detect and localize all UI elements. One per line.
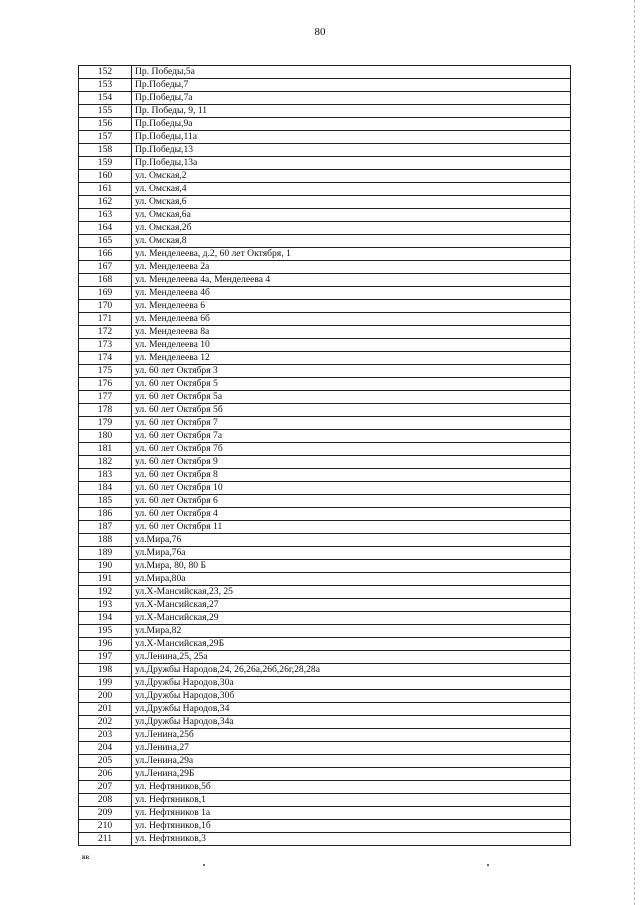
row-number: 204: [79, 742, 132, 755]
address-table: [78, 65, 571, 846]
row-address: ул. 60 лет Октября 9: [132, 456, 571, 469]
row-number: 198: [79, 664, 132, 677]
row-address: ул.Ленина,27: [132, 742, 571, 755]
table-row: [79, 833, 571, 846]
row-number: 181: [79, 443, 132, 456]
row-address: Пр. Победы,5а: [132, 66, 571, 79]
row-address: ул. 60 лет Октября 5а: [132, 391, 571, 404]
table-row: [79, 716, 571, 729]
row-number: 156: [79, 118, 132, 131]
row-number: 172: [79, 326, 132, 339]
row-number: 175: [79, 365, 132, 378]
table-row: [79, 274, 571, 287]
row-address: ул.Мира,82: [132, 625, 571, 638]
row-address: ул.Ленина,25, 25а: [132, 651, 571, 664]
row-number: 161: [79, 183, 132, 196]
table-row: [79, 625, 571, 638]
scan-speck: [487, 864, 489, 866]
row-number: 163: [79, 209, 132, 222]
row-address: ул. Омская,8: [132, 235, 571, 248]
row-number: 170: [79, 300, 132, 313]
row-address: ул. 60 лет Октября 7б: [132, 443, 571, 456]
row-address: Пр.Победы,9а: [132, 118, 571, 131]
row-address: ул. Менделеева 6б: [132, 313, 571, 326]
row-address: ул. Менделеева 10: [132, 339, 571, 352]
row-address: ул.Ленина,25б: [132, 729, 571, 742]
row-address: Пр.Победы,7а: [132, 92, 571, 105]
row-number: 155: [79, 105, 132, 118]
table-row: [79, 105, 571, 118]
table-row: [79, 807, 571, 820]
row-address: ул.Дружбы Народов,24, 26,26а,26б,26г,28,28а: [132, 664, 571, 677]
table-row: [79, 560, 571, 573]
table-row: [79, 339, 571, 352]
row-number: 158: [79, 144, 132, 157]
row-number: 191: [79, 573, 132, 586]
row-number: 153: [79, 79, 132, 92]
table-row: [79, 664, 571, 677]
row-number: 157: [79, 131, 132, 144]
row-number: 202: [79, 716, 132, 729]
row-address: Пр.Победы,7: [132, 79, 571, 92]
table-row: [79, 612, 571, 625]
row-address: ул. Менделеева 12: [132, 352, 571, 365]
row-address: ул.Дружбы Народов,30б: [132, 690, 571, 703]
row-number: 185: [79, 495, 132, 508]
row-number: 168: [79, 274, 132, 287]
table-row: [79, 521, 571, 534]
table-row: [79, 586, 571, 599]
row-address: ул. 60 лет Октября 10: [132, 482, 571, 495]
row-address: ул. Омская,2: [132, 170, 571, 183]
table-row: [79, 118, 571, 131]
row-address: ул. Менделеева 2а: [132, 261, 571, 274]
row-number: 194: [79, 612, 132, 625]
row-address: ул.Мира, 80, 80 Б: [132, 560, 571, 573]
table-row: [79, 287, 571, 300]
table-row: [79, 352, 571, 365]
row-number: 201: [79, 703, 132, 716]
scan-speck: [203, 864, 205, 866]
row-address: ул.Х-Мансийская,27: [132, 599, 571, 612]
row-number: 199: [79, 677, 132, 690]
row-number: 178: [79, 404, 132, 417]
row-address: ул. Омская,2б: [132, 222, 571, 235]
table-row: [79, 599, 571, 612]
row-address: ул. Менделеева 8а: [132, 326, 571, 339]
table-row: [79, 92, 571, 105]
row-address: ул. Нефтяников,5б: [132, 781, 571, 794]
table-row: [79, 248, 571, 261]
table-row: [79, 651, 571, 664]
row-number: 174: [79, 352, 132, 365]
table-row: [79, 495, 571, 508]
table-row: [79, 183, 571, 196]
row-number: 209: [79, 807, 132, 820]
row-number: 208: [79, 794, 132, 807]
row-address: ул.Мира,76: [132, 534, 571, 547]
table-row: [79, 326, 571, 339]
row-address: Пр.Победы,13а: [132, 157, 571, 170]
row-address: ул. Омская,4: [132, 183, 571, 196]
row-address: ул.Дружбы Народов,34а: [132, 716, 571, 729]
row-address: ул. Омская,6: [132, 196, 571, 209]
row-address: ул.Дружбы Народов,34: [132, 703, 571, 716]
table-row: [79, 820, 571, 833]
table-row: [79, 404, 571, 417]
row-number: 167: [79, 261, 132, 274]
row-number: 173: [79, 339, 132, 352]
table-row: [79, 638, 571, 651]
row-address: ул. Омская,6а: [132, 209, 571, 222]
row-address: ул. Нефтяников,3: [132, 833, 571, 846]
row-number: 160: [79, 170, 132, 183]
table-row: [79, 391, 571, 404]
table-row: [79, 300, 571, 313]
row-number: 176: [79, 378, 132, 391]
row-address: ул. 60 лет Октября 5б: [132, 404, 571, 417]
row-number: 165: [79, 235, 132, 248]
row-number: 169: [79, 287, 132, 300]
table-row: [79, 443, 571, 456]
row-number: 152: [79, 66, 132, 79]
row-address: ул. Менделеева 6: [132, 300, 571, 313]
table-row: [79, 235, 571, 248]
page-edge: [634, 0, 637, 905]
table-row: [79, 547, 571, 560]
row-number: 159: [79, 157, 132, 170]
table-row: [79, 690, 571, 703]
row-number: 184: [79, 482, 132, 495]
row-number: 205: [79, 755, 132, 768]
row-address: ул.Ленина,29Б: [132, 768, 571, 781]
row-number: 187: [79, 521, 132, 534]
row-number: 183: [79, 469, 132, 482]
table-row: [79, 365, 571, 378]
table-row: [79, 157, 571, 170]
table-row: [79, 261, 571, 274]
row-number: 166: [79, 248, 132, 261]
table-row: [79, 677, 571, 690]
row-address: ул. 60 лет Октября 11: [132, 521, 571, 534]
row-number: 154: [79, 92, 132, 105]
row-number: 203: [79, 729, 132, 742]
table-row: [79, 222, 571, 235]
table-row: [79, 79, 571, 92]
row-address: ул.Мира,80а: [132, 573, 571, 586]
table-row: [79, 703, 571, 716]
row-address: ул. Нефтяников,1: [132, 794, 571, 807]
row-address: Пр.Победы,11а: [132, 131, 571, 144]
row-number: 190: [79, 560, 132, 573]
row-number: 177: [79, 391, 132, 404]
row-address: ул. Менделеева 4б: [132, 287, 571, 300]
table-row: [79, 378, 571, 391]
row-number: 186: [79, 508, 132, 521]
table-row: [79, 313, 571, 326]
table-row: [79, 508, 571, 521]
row-number: 210: [79, 820, 132, 833]
row-address: ул.Ленина,29а: [132, 755, 571, 768]
table-row: [79, 781, 571, 794]
row-number: 211: [79, 833, 132, 846]
table-row: [79, 430, 571, 443]
row-number: 195: [79, 625, 132, 638]
address-table-body: [79, 66, 571, 846]
row-number: 200: [79, 690, 132, 703]
row-address: ул. Нефтяников,1б: [132, 820, 571, 833]
row-number: 192: [79, 586, 132, 599]
row-number: 189: [79, 547, 132, 560]
table-row: [79, 131, 571, 144]
table-row: [79, 794, 571, 807]
table-row: [79, 482, 571, 495]
table-row: [79, 209, 571, 222]
row-address: ул. 60 лет Октября 8: [132, 469, 571, 482]
row-address: ул. Менделеева, д.2, 60 лет Октября, 1: [132, 248, 571, 261]
table-row: [79, 534, 571, 547]
row-number: 193: [79, 599, 132, 612]
row-address: ул. Менделеева 4а, Менделеева 4: [132, 274, 571, 287]
row-number: 182: [79, 456, 132, 469]
row-number: 197: [79, 651, 132, 664]
row-address: ул.Х-Мансийская,29Б: [132, 638, 571, 651]
row-address: ул. 60 лет Октября 3: [132, 365, 571, 378]
row-address: ул. 60 лет Октября 6: [132, 495, 571, 508]
row-address: ул.Х-Мансийская,29: [132, 612, 571, 625]
row-address: ул.Мира,76а: [132, 547, 571, 560]
row-number: 164: [79, 222, 132, 235]
row-number: 171: [79, 313, 132, 326]
row-number: 206: [79, 768, 132, 781]
table-row: [79, 742, 571, 755]
table-row: [79, 66, 571, 79]
row-address: ул. 60 лет Октября 7: [132, 417, 571, 430]
table-row: [79, 196, 571, 209]
row-address: ул. 60 лет Октября 5: [132, 378, 571, 391]
table-row: [79, 729, 571, 742]
footer-mark: RR: [82, 856, 90, 861]
row-address: ул.Дружбы Народов,30а: [132, 677, 571, 690]
row-address: Пр. Победы, 9, 11: [132, 105, 571, 118]
table-row: [79, 456, 571, 469]
row-number: 207: [79, 781, 132, 794]
row-number: 180: [79, 430, 132, 443]
table-row: [79, 417, 571, 430]
table-row: [79, 573, 571, 586]
row-number: 196: [79, 638, 132, 651]
row-address: Пр.Победы,13: [132, 144, 571, 157]
page-number: 80: [314, 26, 326, 38]
table-row: [79, 144, 571, 157]
table-row: [79, 768, 571, 781]
table-row: [79, 170, 571, 183]
table-row: [79, 469, 571, 482]
row-number: 188: [79, 534, 132, 547]
row-address: ул.Х-Мансийская,23, 25: [132, 586, 571, 599]
row-number: 179: [79, 417, 132, 430]
row-address: ул. 60 лет Октября 4: [132, 508, 571, 521]
row-address: ул. Нефтяников 1а: [132, 807, 571, 820]
row-address: ул. 60 лет Октября 7а: [132, 430, 571, 443]
row-number: 162: [79, 196, 132, 209]
table-row: [79, 755, 571, 768]
